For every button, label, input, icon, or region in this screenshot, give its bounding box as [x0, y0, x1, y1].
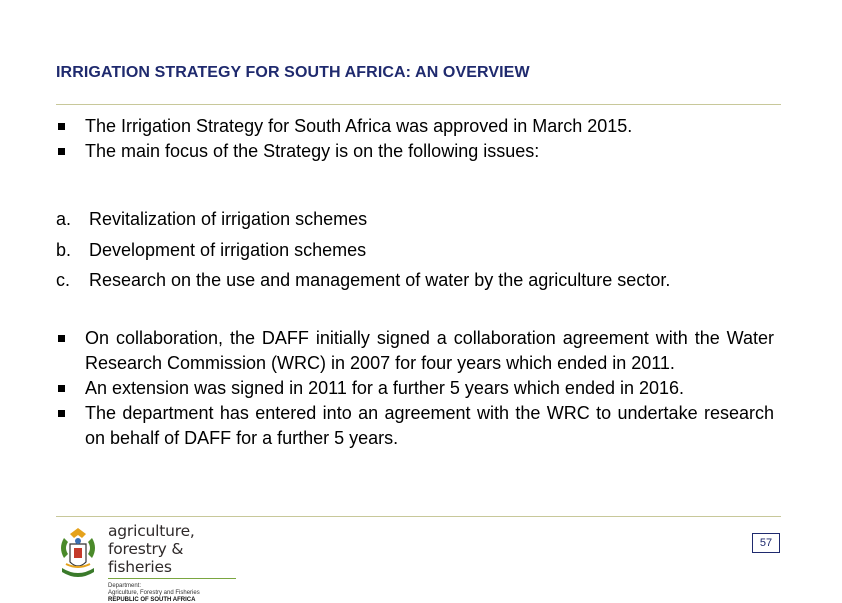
square-bullet-icon	[58, 148, 65, 155]
brand-text	[108, 522, 246, 603]
square-bullet-icon	[58, 410, 65, 417]
square-bullet-icon	[58, 385, 65, 392]
bullet-item	[58, 139, 780, 164]
bullet-text: On collaboration, the DAFF initially signed a collaboration agreement with the Water Research Commission (WRC) in 2007 for four years which ended in 2011.	[85, 328, 774, 373]
footer-divider	[56, 516, 781, 517]
bullet-item	[58, 326, 774, 376]
square-bullet-icon	[58, 123, 65, 130]
bullet-item	[58, 114, 780, 139]
coat-of-arms-icon	[56, 524, 100, 584]
issue-item	[56, 204, 670, 235]
bullet-text: An extension was signed in 2011 for a further 5 years which ended in 2016.	[85, 378, 685, 398]
page-number: 57	[752, 533, 780, 553]
issue-letter: c.	[56, 270, 71, 290]
daff-logo	[56, 522, 246, 603]
issue-letter: b.	[56, 239, 72, 260]
bullet-item	[58, 376, 774, 401]
issue-item	[56, 235, 670, 266]
issue-text: Research on the use and management of water by the agriculture sector.	[89, 270, 671, 290]
bullet-text: The Irrigation Strategy for South Africa was approved in March 2015.	[85, 116, 633, 136]
brand-rule	[108, 578, 236, 579]
intro-bullet-list	[58, 114, 780, 164]
slide-title: IRRIGATION STRATEGY FOR SOUTH AFRICA: AN OVERVIEW	[56, 64, 530, 81]
square-bullet-icon	[58, 335, 65, 342]
brand-line-1: agriculture,	[108, 522, 195, 540]
department-name: Agriculture, Forestry and Fisheries	[108, 590, 200, 596]
department-label: Department:	[108, 583, 142, 589]
issue-text: Revitalization of irrigation schemes	[89, 209, 368, 229]
issue-item	[56, 265, 670, 296]
issue-letter: a.	[56, 209, 72, 229]
title-divider	[56, 104, 781, 105]
bullet-text: The main focus of the Strategy is on the following issues:	[85, 141, 540, 161]
issues-list	[56, 204, 670, 296]
brand-line-2: forestry & fisheries	[108, 540, 184, 576]
issue-text: Development of irrigation schemes	[89, 239, 367, 260]
bullet-text: The department has entered into an agreement with the WRC to undertake research on behalf of DAFF for a further 5 years.	[85, 403, 774, 448]
collaboration-bullet-list	[58, 326, 774, 451]
republic-label: REPUBLIC OF SOUTH AFRICA	[108, 597, 196, 603]
bullet-item	[58, 401, 774, 451]
